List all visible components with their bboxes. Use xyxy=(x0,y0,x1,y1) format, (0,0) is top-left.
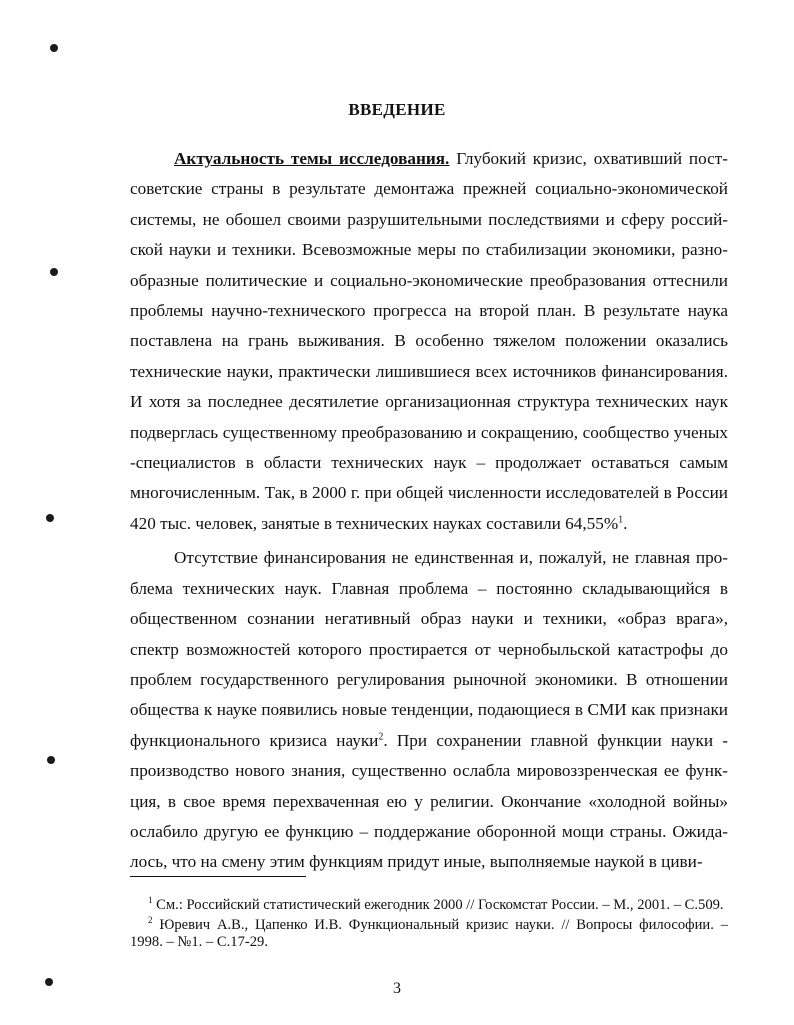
section-heading: Актуальность темы исследования. xyxy=(174,149,450,168)
margin-dot xyxy=(50,44,58,52)
paragraph-2-text-before: Отсутствие финансирования не единственная и, пожалуй, не главная проблема технических наук. Главная проблема – постоянно складывающийся в общественном сознании негативный образ науки и техники, «образ врага», спектр возможностей которого простирается от чернобыльской катастрофы до проблем государственного регулирования рыночной экономики. В отношении общества к науке появились новые тенденции, подающиеся в СМИ как признаки функционального кризиса науки xyxy=(130,548,728,750)
footnote-ref-2[interactable]: 2 xyxy=(378,730,384,742)
footnote-2-text: Юревич А.В., Цапенко И.В. Функциональный кризис науки. // Вопросы философии. – 1998. – №1. – С.17-29. xyxy=(130,917,728,950)
footnotes xyxy=(130,897,728,954)
footnote-mark-2: 2 xyxy=(148,915,153,926)
margin-dot xyxy=(46,514,54,522)
paragraph-1-tail: . xyxy=(623,513,628,533)
page-number: 3 xyxy=(393,980,401,997)
paragraph-2 xyxy=(130,543,728,877)
paragraph-1 xyxy=(130,144,728,539)
footnote-2 xyxy=(130,917,728,951)
margin-dot xyxy=(50,268,58,276)
main-text xyxy=(130,144,728,878)
paragraph-2-text-after: . При сохранении главной функции науки - производство нового знания, существенно ослабла мировоззренческая ее функция, в свое время перехваченная ею у религии. Окончание «холодной войны» ослабило другую ее функцию – поддержание оборонной мощи страны. Ожидалось, что на смену этим функциям придут иные, выполняемые наукой в циви- xyxy=(130,730,728,872)
footnote-divider xyxy=(130,876,306,877)
footnote-1-text: См.: Российский статистический ежегодник 2000 // Госкомстат России. – М., 2001. – С.509. xyxy=(152,897,724,913)
page-title: ВВЕДЕНИЕ xyxy=(348,100,446,119)
margin-dot xyxy=(47,756,55,764)
footnote-mark-1: 1 xyxy=(148,895,153,906)
paragraph-1-text: Глубокий кризис, охвативший постсоветские страны в результате демонтажа прежней социально-экономической системы, не обошел своими разрушительными последствиями и сферу российской науки и техники. Всевозможные меры по стабилизации экономики, разнообразные политические и социально-экономические преобразования оттеснили проблемы научно-технического прогресса на второй план. В результате наука поставлена на грань выживания. В особенно тяжелом положении оказались технические науки, практически лишившиеся всех источников финансирования. И хотя за последнее десятилетие организационная структура технических наук подверглась существенному преобразованию и сокращению, сообщество ученых -специалистов в области технических наук – продолжает оставаться самым многочисленным. Так, в 2000 г. при общей численности исследователей в России 420 тыс. человек, занятые в технических науках составили 64,55% xyxy=(130,149,728,533)
footnote-ref-1[interactable]: 1 xyxy=(618,514,624,526)
footnote-1 xyxy=(130,897,728,914)
